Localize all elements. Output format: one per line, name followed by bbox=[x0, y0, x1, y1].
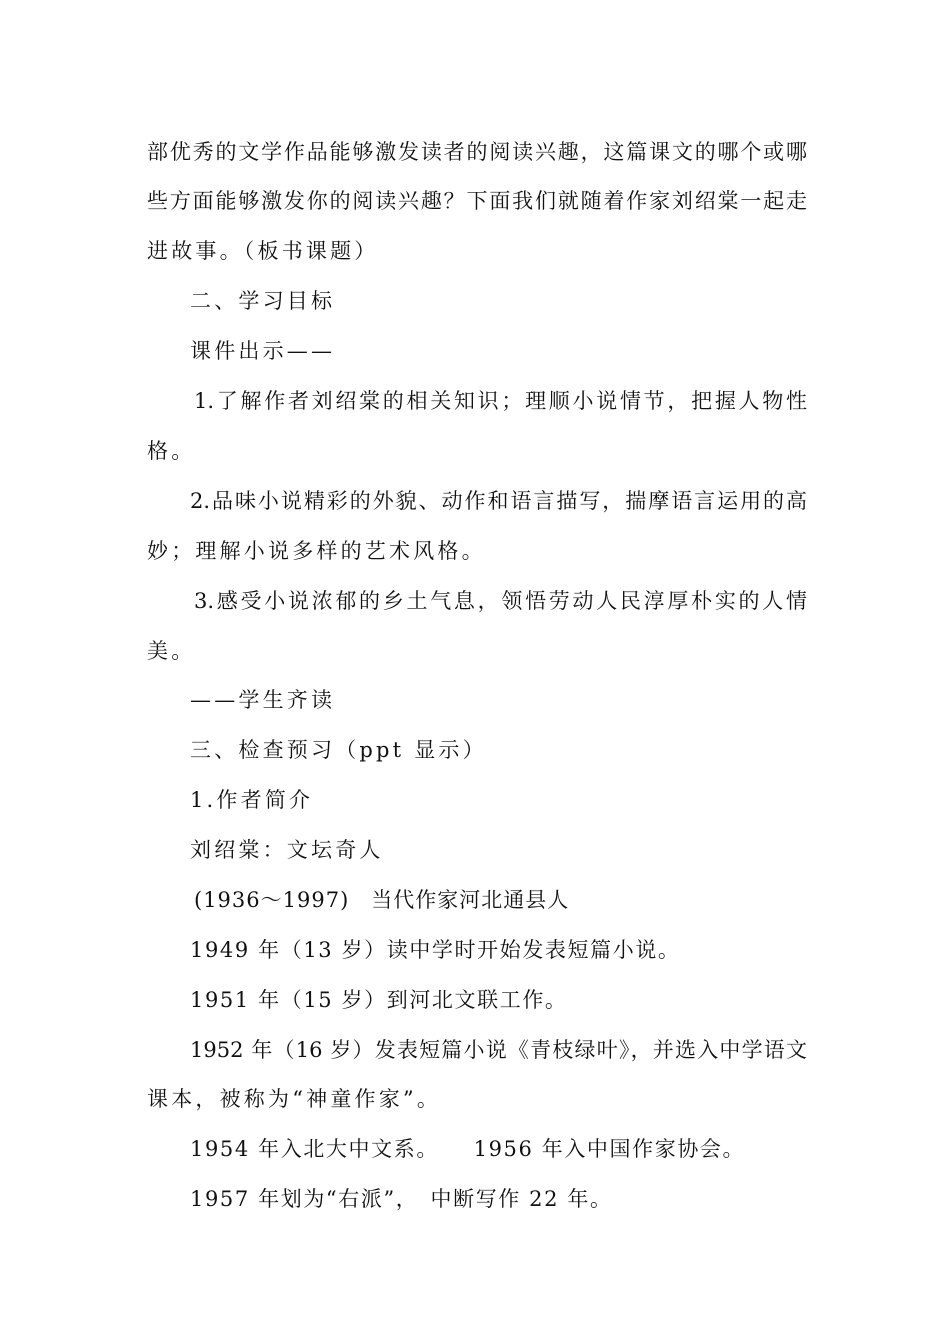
subsection-heading: 1.作者简介 bbox=[190, 788, 314, 812]
text-line: 3.感受小说浓郁的乡土气息，领悟劳动人民淳厚朴实的人情 bbox=[194, 589, 807, 613]
text-line: (1936～1997) 当代作家河北通县人 bbox=[194, 888, 570, 912]
text-line: 进故事。（板书课题） bbox=[147, 239, 379, 263]
text-line: 2.品味小说精彩的外貌、动作和语言描写，揣摩语言运用的高 bbox=[190, 489, 807, 513]
text-line: ——学生齐读 bbox=[190, 688, 336, 712]
section-heading: 三、检查预习（ppt 显示） bbox=[190, 738, 487, 762]
text-line: 1957 年划为“右派”， 中断写作 22 年。 bbox=[190, 1187, 613, 1211]
text-line: 课件出示—— bbox=[190, 339, 336, 363]
text-line: 美。 bbox=[147, 639, 196, 663]
text-line: 1.了解作者刘绍棠的相关知识；理顺小说情节，把握人物性 bbox=[194, 389, 807, 413]
text-line: 格。 bbox=[147, 439, 196, 463]
text-line: 妙；理解小说多样的艺术风格。 bbox=[147, 539, 486, 563]
text-line: 1954 年入北大中文系。 1956 年入中国作家协会。 bbox=[190, 1137, 746, 1161]
text-line: 1949 年（13 岁）读中学时开始发表短篇小说。 bbox=[190, 938, 681, 962]
text-line: 课本，被称为“神童作家”。 bbox=[147, 1087, 442, 1111]
section-heading: 二、学习目标 bbox=[190, 289, 336, 313]
text-line: 1951 年（15 岁）到河北文联工作。 bbox=[190, 988, 568, 1012]
text-line: 部优秀的文学作品能够激发读者的阅读兴趣，这篇课文的哪个或哪 bbox=[147, 140, 807, 164]
text-line: 刘绍棠：文坛奇人 bbox=[190, 838, 384, 862]
text-line: 些方面能够激发你的阅读兴趣？下面我们就随着作家刘绍棠一起走 bbox=[147, 189, 807, 213]
text-line: 1952 年（16 岁）发表短篇小说《青枝绿叶》，并选入中学语文 bbox=[190, 1038, 807, 1062]
